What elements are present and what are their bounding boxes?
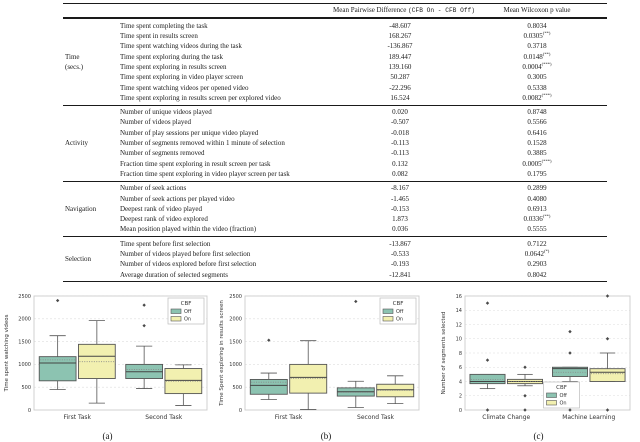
- row-label: Fraction time spent exploring in result screen per task: [120, 159, 271, 168]
- pvalue-text: 0.3005: [527, 73, 547, 82]
- legend-swatch-on: [383, 317, 393, 322]
- y-tick-label: 2000: [229, 316, 242, 323]
- boxplot-b: [215, 288, 437, 428]
- y-tick-label: 8: [458, 350, 462, 357]
- row-label: Number of videos played: [120, 118, 191, 127]
- table-section-time: [63, 18, 607, 104]
- figure-caption: (a): [102, 431, 113, 441]
- row-pvalue: [467, 249, 607, 259]
- outlier-point: [486, 358, 489, 361]
- pvalue-text: 0.0305: [523, 32, 543, 41]
- row-diff: 189.447: [388, 52, 412, 61]
- legend: [380, 298, 416, 324]
- pvalue-text: 0.5338: [527, 83, 547, 92]
- outlier-point: [142, 303, 145, 306]
- table-body: [63, 18, 607, 282]
- section-category-line: Navigation: [65, 204, 97, 213]
- pvalue-text: 0.8748: [527, 108, 547, 117]
- row-label: Time spent watching videos during the task: [120, 42, 242, 51]
- significance-stars: (*): [543, 248, 550, 254]
- box-off-0: [39, 299, 76, 390]
- row-label: Fraction time spent exploring in video player screen per task: [120, 169, 290, 178]
- row-diff: -0.193: [390, 260, 410, 269]
- boxplot-c: [437, 288, 640, 428]
- significance-stars: (**): [542, 51, 551, 57]
- pvalue-text: 0.0082: [522, 93, 542, 102]
- y-tick-label: 2500: [18, 293, 31, 300]
- y-tick-label: 2: [458, 393, 462, 400]
- legend-label-off: Off: [559, 393, 567, 399]
- row-label: Number of videos explored before first selection: [120, 260, 257, 269]
- row-pvalue: [467, 138, 607, 148]
- outlier-point: [523, 408, 526, 411]
- legend-label-on: On: [559, 400, 567, 407]
- pvalue-text: 0.6416: [527, 128, 547, 137]
- iqr-box: [590, 369, 625, 382]
- table-section-activity: [63, 105, 607, 181]
- outlier-point: [606, 294, 609, 297]
- box-on-1: [377, 376, 414, 404]
- box-on-0: [78, 321, 115, 404]
- row-diff: -0.113: [391, 149, 409, 158]
- row-label: Number of play sessions per unique video played: [120, 128, 259, 137]
- section-category-line: (secs.): [65, 62, 84, 71]
- y-axis-label: Number of segments selected: [441, 311, 447, 395]
- y-tick-label: 2000: [18, 316, 31, 323]
- outlier-point: [606, 408, 609, 411]
- x-tick-label: First Task: [63, 414, 91, 421]
- legend-title: CBF: [392, 301, 404, 307]
- row-diff: 50.287: [390, 73, 410, 82]
- pvalue-text: 0.8034: [527, 21, 547, 30]
- legend-swatch-off: [547, 393, 557, 398]
- outlier-point: [568, 351, 571, 354]
- y-tick-label: 500: [232, 385, 242, 391]
- section-category-line: Time: [65, 52, 80, 61]
- row-label: Time spent exploring in results screen per explored video: [120, 93, 281, 102]
- pvalue-text: 0.5555: [527, 225, 547, 234]
- outlier-point: [606, 337, 609, 340]
- row-pvalue: [467, 62, 607, 72]
- y-tick-label: 6: [458, 365, 462, 372]
- pvalue-text: 0.1528: [527, 139, 547, 148]
- row-diff: 168.267: [388, 32, 412, 41]
- row-pvalue: [467, 107, 607, 117]
- pvalue-text: 0.5566: [527, 118, 547, 127]
- y-axis-label: Time spent watching videos: [4, 314, 10, 392]
- x-tick-label: Machine Learning: [562, 414, 616, 421]
- row-pvalue: [467, 194, 607, 204]
- row-diff: -22.296: [389, 83, 411, 92]
- pvalue-text: 0.0148: [523, 52, 543, 61]
- x-tick-label: Second Task: [145, 414, 183, 421]
- section-category-label: [63, 138, 120, 148]
- col-header-diff: [333, 5, 475, 16]
- row-pvalue: [467, 159, 607, 169]
- row-label: Time spent exploring during the task: [120, 52, 223, 61]
- y-axis-label: Time Spent exploring in results screen: [219, 300, 225, 406]
- row-label: Time spent exploring in results screen: [120, 62, 227, 71]
- figure-caption: (b): [320, 431, 332, 441]
- row-diff: -13.867: [389, 239, 411, 248]
- row-label: Number of unique videos played: [120, 108, 212, 117]
- outlier-point: [523, 366, 526, 369]
- box-off-1: [337, 300, 374, 408]
- box-on-1: [165, 365, 202, 406]
- col-header-pvalue: Mean Wilcoxon p value: [503, 6, 571, 14]
- y-tick-label: 14: [455, 308, 462, 315]
- row-diff: -0.153: [390, 204, 410, 213]
- table-header-row: [63, 3, 607, 18]
- figure-c: [437, 288, 640, 441]
- iqr-box: [250, 379, 287, 394]
- significance-stars: (***): [541, 158, 552, 164]
- col-header-metric: [120, 5, 333, 16]
- figure-b: [215, 288, 437, 441]
- row-diff: -8.167: [390, 184, 410, 193]
- row-pvalue: [467, 183, 607, 193]
- y-tick-label: 1500: [229, 339, 242, 346]
- row-diff: 139.160: [388, 62, 412, 71]
- row-diff: -0.018: [390, 128, 410, 137]
- row-label: Number of segments removed: [120, 149, 205, 158]
- row-pvalue: [467, 117, 607, 127]
- legend-swatch-off: [383, 309, 393, 314]
- y-tick-label: 500: [21, 385, 31, 391]
- row-pvalue: [467, 52, 607, 62]
- row-label: Time spent before first selection: [120, 239, 211, 248]
- row-diff: -136.867: [387, 42, 413, 51]
- outlier-point: [523, 394, 526, 397]
- legend: [544, 382, 580, 408]
- figure-caption: (c): [533, 431, 544, 441]
- row-pvalue: [467, 214, 607, 224]
- legend-title: CBF: [556, 385, 567, 391]
- row-label: Number of seek actions: [120, 184, 187, 193]
- legend-swatch-on: [547, 401, 557, 406]
- row-pvalue: [467, 21, 607, 31]
- outlier-point: [568, 330, 571, 333]
- row-diff: 16.524: [390, 93, 410, 102]
- y-tick-label: 1000: [18, 362, 31, 369]
- row-pvalue: [467, 128, 607, 138]
- outlier-point: [354, 300, 357, 303]
- section-category-label: [63, 52, 120, 73]
- pvalue-text: 0.3718: [527, 42, 547, 51]
- row-label: Deepest rank of video played: [120, 204, 203, 213]
- row-pvalue: [467, 31, 607, 41]
- row-diff: -48.607: [389, 21, 411, 30]
- outlier-point: [142, 324, 145, 327]
- y-tick-label: 1500: [18, 339, 31, 346]
- row-diff: -12.841: [389, 270, 411, 279]
- row-label: Number of seek actions per played video: [120, 194, 235, 203]
- iqr-box: [39, 357, 76, 381]
- row-pvalue: [467, 41, 607, 51]
- row-pvalue: [467, 93, 607, 103]
- box-off-0: [470, 301, 505, 411]
- y-tick-label: 12: [455, 322, 462, 329]
- table-section-selection: [63, 236, 607, 282]
- table-section-navigation: [63, 181, 607, 236]
- legend-label-off: Off: [396, 309, 404, 315]
- pvalue-text: 0.8042: [527, 270, 547, 279]
- legend-title: CBF: [180, 301, 192, 307]
- section-category-label: [63, 204, 120, 214]
- x-tick-label: Climate Change: [482, 414, 531, 421]
- legend: [168, 298, 204, 324]
- section-category-line: Selection: [65, 255, 92, 264]
- row-pvalue: [467, 270, 607, 280]
- row-label: Number of videos played before first selection: [120, 250, 251, 259]
- pvalue-text: 0.0005: [522, 159, 542, 168]
- figure-a: [0, 288, 215, 441]
- y-tick-label: 0: [238, 407, 242, 414]
- y-tick-label: 4: [458, 379, 462, 386]
- row-diff: 0.020: [392, 108, 408, 117]
- significance-stars: (***): [541, 61, 552, 67]
- row-diff: 0.036: [392, 225, 408, 234]
- row-diff: 1.873: [392, 215, 408, 224]
- row-pvalue: [467, 224, 607, 234]
- section-category-label: [63, 254, 120, 264]
- box-on-0: [507, 366, 542, 412]
- pvalue-text: 0.6913: [527, 204, 547, 213]
- row-diff: 0.082: [392, 169, 408, 178]
- boxplot-a: [0, 288, 215, 428]
- figure-row: [0, 288, 640, 441]
- row-label: Time spent watching videos per opened video: [120, 83, 249, 92]
- y-tick-label: 1000: [229, 362, 242, 369]
- row-label: Time spent completing the task: [120, 21, 208, 30]
- row-diff: 0.132: [392, 159, 408, 168]
- pvalue-text: 0.1795: [527, 169, 547, 178]
- row-label: Number of segments removed within 1 minute of selection: [120, 139, 285, 148]
- significance-stars: (**): [542, 213, 551, 219]
- row-pvalue: [467, 259, 607, 269]
- col-header-diff-text: Mean Pairwise Difference: [333, 6, 409, 14]
- row-label: Mean position played within the video (fraction): [120, 225, 257, 234]
- row-label: Time spent in results screen: [120, 32, 198, 41]
- significance-stars: (**): [542, 30, 551, 36]
- section-category-line: Activity: [65, 139, 88, 148]
- y-tick-label: 0: [458, 407, 462, 414]
- row-diff: -1.465: [390, 194, 410, 203]
- outlier-point: [486, 301, 489, 304]
- y-tick-label: 0: [27, 407, 31, 414]
- row-label: Time spent exploring in video player screen: [120, 73, 243, 82]
- box-off-1: [126, 303, 163, 388]
- outlier-point: [486, 408, 489, 411]
- pvalue-text: 0.0004: [522, 62, 542, 71]
- col-header-diff-mono: (CFB On - CFB Off): [408, 7, 475, 14]
- row-label: Deepest rank of video explored: [120, 215, 208, 224]
- x-tick-label: First Task: [274, 414, 303, 421]
- box-on-1: [590, 294, 625, 411]
- legend-swatch-on: [171, 317, 181, 322]
- row-pvalue: [467, 148, 607, 158]
- pvalue-text: 0.0336: [523, 215, 543, 224]
- pvalue-text: 0.0642: [524, 250, 544, 259]
- outlier-point: [56, 299, 59, 302]
- box-on-0: [290, 341, 327, 410]
- legend-swatch-off: [171, 309, 181, 314]
- y-tick-label: 10: [455, 336, 462, 343]
- pvalue-text: 0.7122: [527, 239, 547, 248]
- x-tick-label: Second Task: [357, 414, 394, 421]
- pvalue-text: 0.2899: [527, 184, 547, 193]
- row-label: Average duration of selected segments: [120, 270, 228, 279]
- pvalue-text: 0.4080: [527, 194, 547, 203]
- box-off-0: [250, 339, 287, 400]
- pvalue-text: 0.2903: [527, 260, 547, 269]
- col-header-category: [63, 5, 120, 16]
- legend-label-off: Off: [184, 309, 192, 315]
- legend-label-on: On: [184, 316, 192, 323]
- legend-label-on: On: [396, 316, 404, 323]
- row-pvalue: [467, 204, 607, 214]
- row-pvalue: [467, 83, 607, 93]
- y-tick-label: 16: [455, 293, 462, 300]
- row-diff: -0.533: [390, 250, 410, 259]
- y-tick-label: 2500: [229, 293, 242, 300]
- row-pvalue: [467, 72, 607, 82]
- pvalue-text: 0.3885: [527, 149, 547, 158]
- row-pvalue: [467, 239, 607, 249]
- results-table: [63, 3, 607, 282]
- row-diff: -0.113: [391, 139, 409, 148]
- significance-stars: (***): [541, 92, 552, 98]
- outlier-point: [568, 408, 571, 411]
- row-pvalue: [467, 169, 607, 179]
- row-diff: -0.507: [390, 118, 410, 127]
